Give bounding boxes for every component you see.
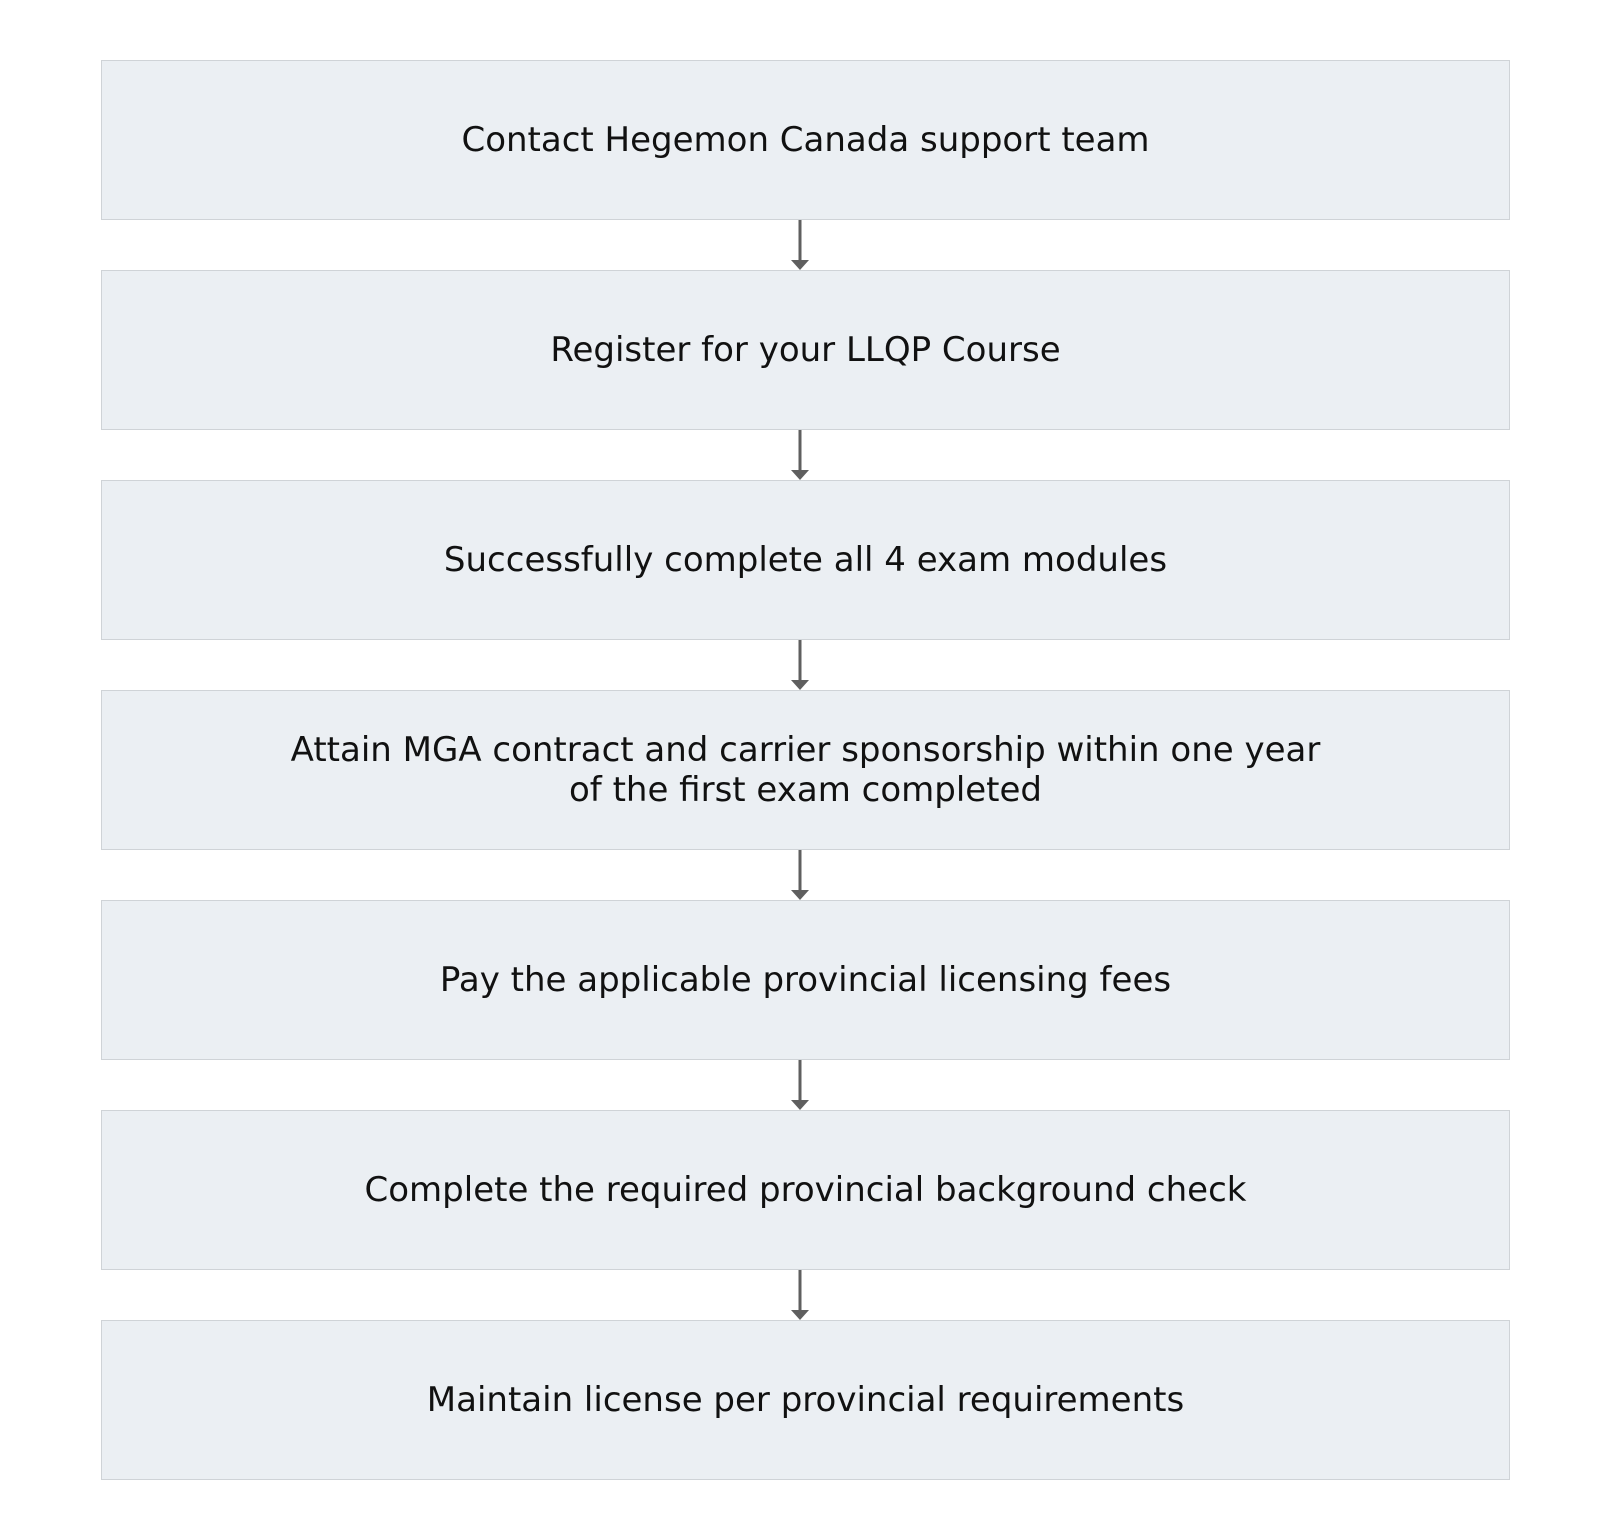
step-box-5	[101, 900, 1510, 1060]
step-box-1	[101, 60, 1510, 220]
step-box-3	[101, 480, 1510, 640]
step-box-4	[101, 690, 1510, 850]
arrow-5-to-6	[790, 1060, 810, 1110]
step-label-1: Contact Hegemon Canada support team	[461, 120, 1150, 160]
step-label-3: Successfully complete all 4 exam modules	[443, 540, 1168, 580]
step-label-7: Maintain license per provincial requirements	[426, 1380, 1185, 1420]
step-label-2: Register for your LLQP Course	[550, 330, 1061, 370]
arrow-4-to-5	[790, 850, 810, 900]
arrow-1-to-2	[790, 220, 810, 270]
arrow-6-to-7	[790, 1270, 810, 1320]
step-box-7	[101, 1320, 1510, 1480]
arrow-2-to-3	[790, 430, 810, 480]
step-label-5: Pay the applicable provincial licensing fees	[439, 960, 1172, 1000]
step-label-4: Attain MGA contract and carrier sponsorship within one year of the first exam completed	[290, 730, 1321, 810]
step-label-6: Complete the required provincial background check	[364, 1170, 1247, 1210]
step-box-6	[101, 1110, 1510, 1270]
step-box-2	[101, 270, 1510, 430]
arrow-3-to-4	[790, 640, 810, 690]
